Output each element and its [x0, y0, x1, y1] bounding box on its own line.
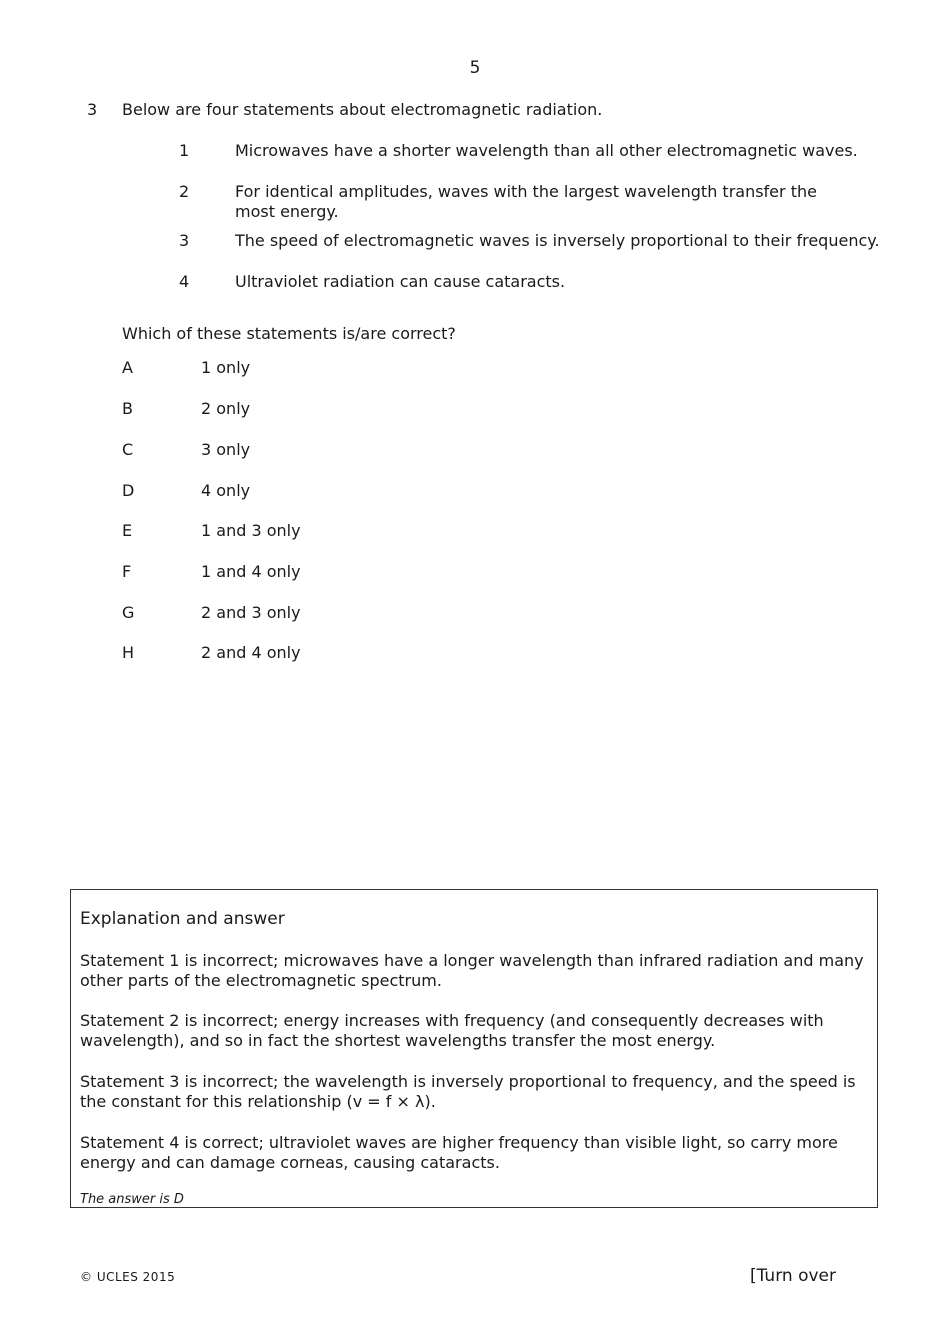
explanation-box: [70, 889, 878, 1208]
option-letter: G: [122, 603, 135, 622]
explanation-title: Explanation and answer: [80, 909, 285, 929]
option-text: 2 and 3 only: [201, 603, 301, 622]
option-letter: E: [122, 521, 133, 540]
option-text: 2 only: [201, 399, 251, 418]
question-number: 3: [87, 100, 98, 119]
statement-text: Ultraviolet radiation can cause cataracts.: [235, 272, 566, 291]
option-text: 2 and 4 only: [201, 643, 301, 662]
option-letter: B: [122, 399, 133, 418]
statement-text: Microwaves have a shorter wavelength than all other electromagnetic waves.: [235, 141, 858, 160]
explanation-paragraph: Statement 2 is incorrect; energy increases with frequency (and consequently decreases with wavelength), and so in fact the shortest wavelengths transfer the most energy.: [80, 1011, 824, 1050]
statement-text: The speed of electromagnetic waves is inversely proportional to their frequency.: [235, 231, 880, 250]
question-prompt: Which of these statements is/are correct?: [122, 324, 456, 343]
statement-text: For identical amplitudes, waves with the largest wavelength transfer the most energy.: [235, 182, 817, 221]
option-letter: A: [122, 358, 133, 377]
option-text: 1 only: [201, 358, 251, 377]
final-answer: The answer is D: [80, 1192, 184, 1207]
question-stem: Below are four statements about electromagnetic radiation.: [122, 100, 603, 119]
turn-over-label: [Turn over: [750, 1266, 836, 1286]
statement-number: 3: [179, 231, 190, 250]
option-text: 1 and 4 only: [201, 562, 301, 581]
explanation-paragraph: Statement 1 is incorrect; microwaves have a longer wavelength than infrared radiation and many other parts of the electromagnetic spectrum.: [80, 951, 864, 990]
option-letter: H: [122, 643, 135, 662]
option-letter: D: [122, 481, 135, 500]
option-text: 4 only: [201, 481, 251, 500]
statement-number: 4: [179, 272, 190, 291]
explanation-paragraph: Statement 4 is correct; ultraviolet waves are higher frequency than visible light, so carry more energy and can damage corneas, causing cataracts.: [80, 1133, 838, 1172]
option-letter: C: [122, 440, 134, 459]
option-text: 1 and 3 only: [201, 521, 301, 540]
statement-number: 2: [179, 182, 190, 201]
explanation-paragraph: Statement 3 is incorrect; the wavelength is inversely proportional to frequency, and the speed is the constant for this relationship (v = f × λ).: [80, 1072, 856, 1111]
option-text: 3 only: [201, 440, 251, 459]
option-letter: F: [122, 562, 132, 581]
copyright: © UCLES 2015: [80, 1270, 176, 1284]
page-number: 5: [469, 58, 481, 78]
statement-number: 1: [179, 141, 190, 160]
